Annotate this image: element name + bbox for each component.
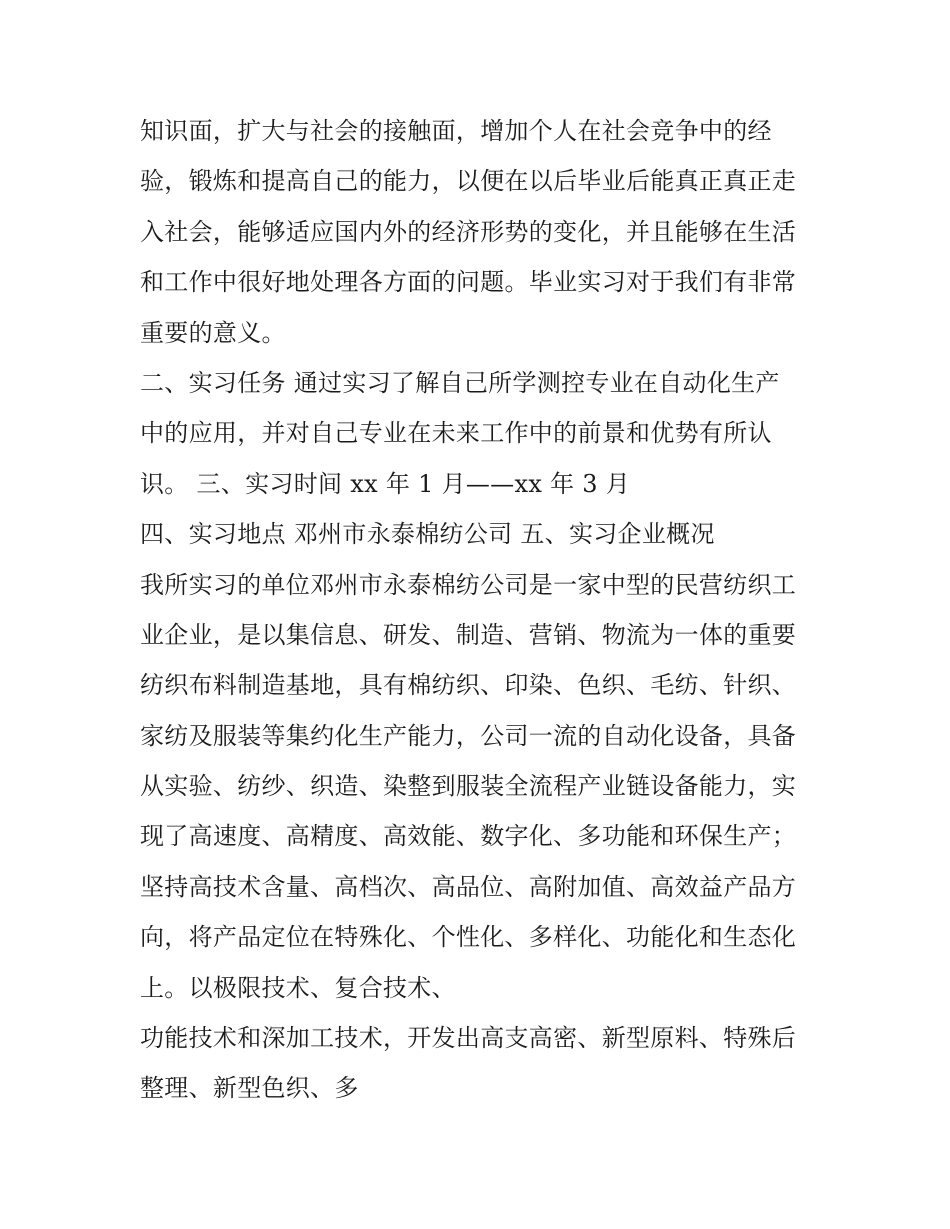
text-line: 知识面，扩大与社会的接触面，增加个人在社会竞争中的经 (140, 117, 772, 145)
text-line: 坚持高技术含量、高档次、高品位、高附加值、高效益产品方 (140, 872, 797, 901)
text-line: 和工作中很好地处理各方面的问题。毕业实习对于我们有非常 (140, 268, 797, 297)
text-line: 整理、新型色织、多 (140, 1074, 359, 1103)
text-line: 功能技术和深加工技术，开发出高支高密、新型原料、特殊后 (140, 1024, 797, 1053)
section-heading-line: 二、实习任务 通过实习了解自己所学测控专业在自动化生产 (140, 368, 780, 397)
text-line: 我所实习的单位邓州市永泰棉纺公司是一家中型的民营纺织工 (140, 570, 797, 599)
text-line: 中的应用，并对自己专业在未来工作中的前景和优势有所认 (140, 419, 772, 448)
text-line: 上。以极限技术、复合技术、 (140, 973, 456, 1002)
text-line: 重要的意义。 (140, 318, 286, 347)
text-line: 向，将产品定位在特殊化、个性化、多样化、功能化和生态化 (140, 923, 797, 952)
document-body (140, 106, 820, 1114)
text-line: 从实验、纺纱、织造、染整到服装全流程产业链设备能力，实 (140, 772, 797, 801)
text-line: 入社会，能够适应国内外的经济形势的变化，并且能够在生活 (140, 217, 797, 246)
text-line: 验，锻炼和提高自己的能力，以便在以后毕业后能真正真正走 (140, 167, 797, 196)
text-line: 纺织布料制造基地，具有棉纺织、印染、色织、毛纺、针织、 (140, 671, 797, 700)
section-heading-line: 四、实习地点 邓州市永泰棉纺公司 五、实习企业概况 (140, 520, 715, 549)
text-line: 现了高速度、高精度、高效能、数字化、多功能和环保生产； (140, 822, 797, 851)
section-heading-line: 识。 三、实习时间 xx 年 1 月——xx 年 3 月 (140, 469, 631, 498)
text-line: 业企业，是以集信息、研发、制造、营销、物流为一体的重要 (140, 620, 797, 649)
text-line: 家纺及服装等集约化生产能力，公司一流的自动化设备，具备 (140, 721, 797, 750)
